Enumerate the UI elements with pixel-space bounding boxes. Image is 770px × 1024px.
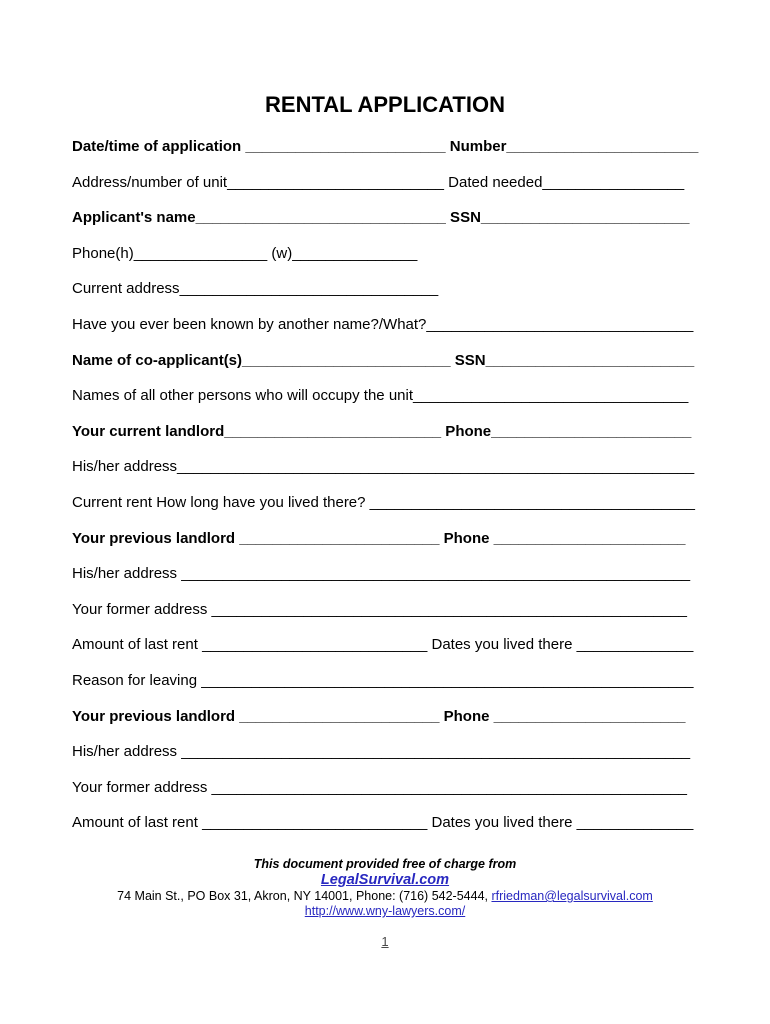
previous-landlord-1-phone-blank[interactable]: _______________________	[493, 530, 686, 546]
previous-landlord-1-label: Your previous landlord	[72, 530, 240, 546]
previous-landlord-2-address-label: His/her address	[72, 744, 182, 760]
other-occupants-blank[interactable]: _________________________________	[413, 388, 689, 404]
form-row-co-applicants	[72, 353, 699, 368]
last-rent-2-blank[interactable]: ___________________________	[202, 815, 428, 831]
phone-work-blank[interactable]: _______________	[292, 245, 418, 261]
date-time-blank[interactable]: ________________________	[245, 139, 446, 154]
co-applicants-label: Name of co-applicant(s)	[72, 352, 243, 368]
date-time-of-application-label: Date/time of application	[72, 139, 246, 154]
current-landlord-label: Your current landlord	[72, 423, 225, 439]
form-row-last-rent-1	[72, 637, 699, 652]
unit-address-blank[interactable]: __________________________	[227, 174, 444, 190]
form-row-current-landlord-address	[72, 459, 699, 474]
address-number-of-unit-label: Address/number of unit	[72, 174, 228, 190]
previous-landlord-1-label: Phone	[439, 530, 494, 546]
ssn-blank[interactable]: _________________________	[480, 210, 690, 226]
last-rent-1-label: Dates you lived there	[427, 637, 577, 653]
phone-numbers-label: (w)	[267, 245, 293, 261]
applicants-name-label: SSN	[445, 210, 481, 226]
form-row-address-number-of-unit	[72, 175, 699, 190]
applicants-name-label: Applicant's name	[72, 210, 196, 226]
form-row-former-address-2	[72, 780, 699, 795]
last-rent-1-blank[interactable]: ___________________________	[202, 637, 428, 653]
current-landlord-blank[interactable]: __________________________	[224, 423, 442, 439]
co-applicants-label: SSN	[450, 352, 486, 368]
current-landlord-address-label: His/her address	[72, 459, 178, 475]
form-row-other-name	[72, 317, 699, 332]
form-row-reason-for-leaving	[72, 673, 699, 688]
page-number: 1	[381, 934, 389, 949]
previous-landlord-1-blank[interactable]: ________________________	[239, 530, 440, 546]
previous-landlord-2-label: Phone	[439, 708, 494, 724]
reason-for-leaving-blank[interactable]: ___________________________________________________________	[201, 672, 694, 688]
footer-address-text: 74 Main St., PO Box 31, Akron, NY 14001, Phone: (716) 542-5444,	[117, 889, 492, 903]
co-applicant-ssn-blank[interactable]: _________________________	[485, 352, 695, 368]
applicant-name-blank[interactable]: ______________________________	[195, 210, 446, 226]
page-title: RENTAL APPLICATION	[265, 92, 505, 117]
previous-landlord-2-phone-blank[interactable]: _______________________	[493, 708, 686, 724]
phone-home-blank[interactable]: ________________	[133, 245, 268, 261]
form-row-current-rent-duration	[72, 495, 699, 510]
form-row-previous-landlord-1	[72, 531, 699, 546]
former-address-2-blank[interactable]: _________________________________________________________	[211, 779, 688, 795]
last-rent-2-label: Amount of last rent	[72, 815, 203, 831]
footer-email-link[interactable]: rfriedman@legalsurvival.com	[491, 889, 653, 903]
phone-numbers-label: Phone(h)	[72, 245, 134, 261]
previous-landlord-1-address-blank[interactable]: _____________________________________________________________	[181, 566, 691, 582]
current-landlord-phone-blank[interactable]: ________________________	[491, 423, 692, 439]
other-name-blank[interactable]: ________________________________	[426, 316, 694, 332]
previous-landlord-1-address-label: His/her address	[72, 566, 182, 582]
last-rent-2-label: Dates you lived there	[427, 815, 577, 831]
form-row-other-occupants	[72, 388, 699, 403]
form-row-last-rent-2	[72, 815, 699, 830]
form-row-applicants-name	[72, 210, 699, 225]
co-applicant-name-blank[interactable]: _________________________	[242, 352, 451, 368]
form-row-previous-landlord-2	[72, 709, 699, 724]
legalsurvival-link[interactable]: LegalSurvival.com	[320, 872, 450, 888]
reason-for-leaving-label: Reason for leaving	[72, 672, 202, 688]
form-row-date-time-of-application	[72, 139, 699, 154]
dates-lived-1-blank[interactable]: ______________	[576, 637, 694, 653]
previous-landlord-2-blank[interactable]: ________________________	[239, 708, 440, 724]
form-row-phone-numbers	[72, 246, 699, 261]
previous-landlord-2-label: Your previous landlord	[72, 708, 240, 724]
current-rent-duration-label: Current rent How long have you lived there?	[72, 494, 370, 510]
former-address-2-label: Your former address	[72, 779, 212, 795]
former-address-1-blank[interactable]: _________________________________________________________	[211, 601, 688, 617]
form-row-current-address	[72, 281, 699, 296]
address-number-of-unit-label: Dated needed	[444, 174, 543, 190]
current-landlord-label: Phone	[441, 423, 492, 439]
form-row-previous-landlord-1-address	[72, 566, 699, 581]
former-address-1-label: Your former address	[72, 601, 212, 617]
previous-landlord-2-address-blank[interactable]: _____________________________________________________________	[181, 744, 691, 760]
dated-needed-blank[interactable]: _________________	[542, 174, 685, 190]
footer-provided-text: This document provided free of charge from	[253, 857, 517, 871]
date-time-of-application-label: Number	[445, 139, 507, 154]
dates-lived-2-blank[interactable]: ______________	[576, 815, 694, 831]
other-name-label: Have you ever been known by another name?/What?	[72, 316, 427, 332]
footer-address-line	[0, 889, 770, 904]
form-rows	[72, 139, 699, 851]
footer-url-link[interactable]: http://www.wny-lawyers.com/	[304, 904, 466, 918]
form-row-previous-landlord-2-address	[72, 744, 699, 759]
form-row-current-landlord	[72, 424, 699, 439]
number-blank[interactable]: _______________________	[506, 139, 699, 154]
last-rent-1-label: Amount of last rent	[72, 637, 203, 653]
footer	[0, 857, 770, 919]
form-row-former-address-1	[72, 602, 699, 617]
current-address-label: Current address	[72, 281, 180, 297]
current-address-blank[interactable]: _______________________________	[179, 281, 439, 297]
current-rent-duration-blank[interactable]: _______________________________________	[369, 494, 696, 510]
other-occupants-label: Names of all other persons who will occupy the unit	[72, 388, 414, 404]
current-landlord-address-blank[interactable]: ______________________________________________________________	[177, 459, 695, 475]
